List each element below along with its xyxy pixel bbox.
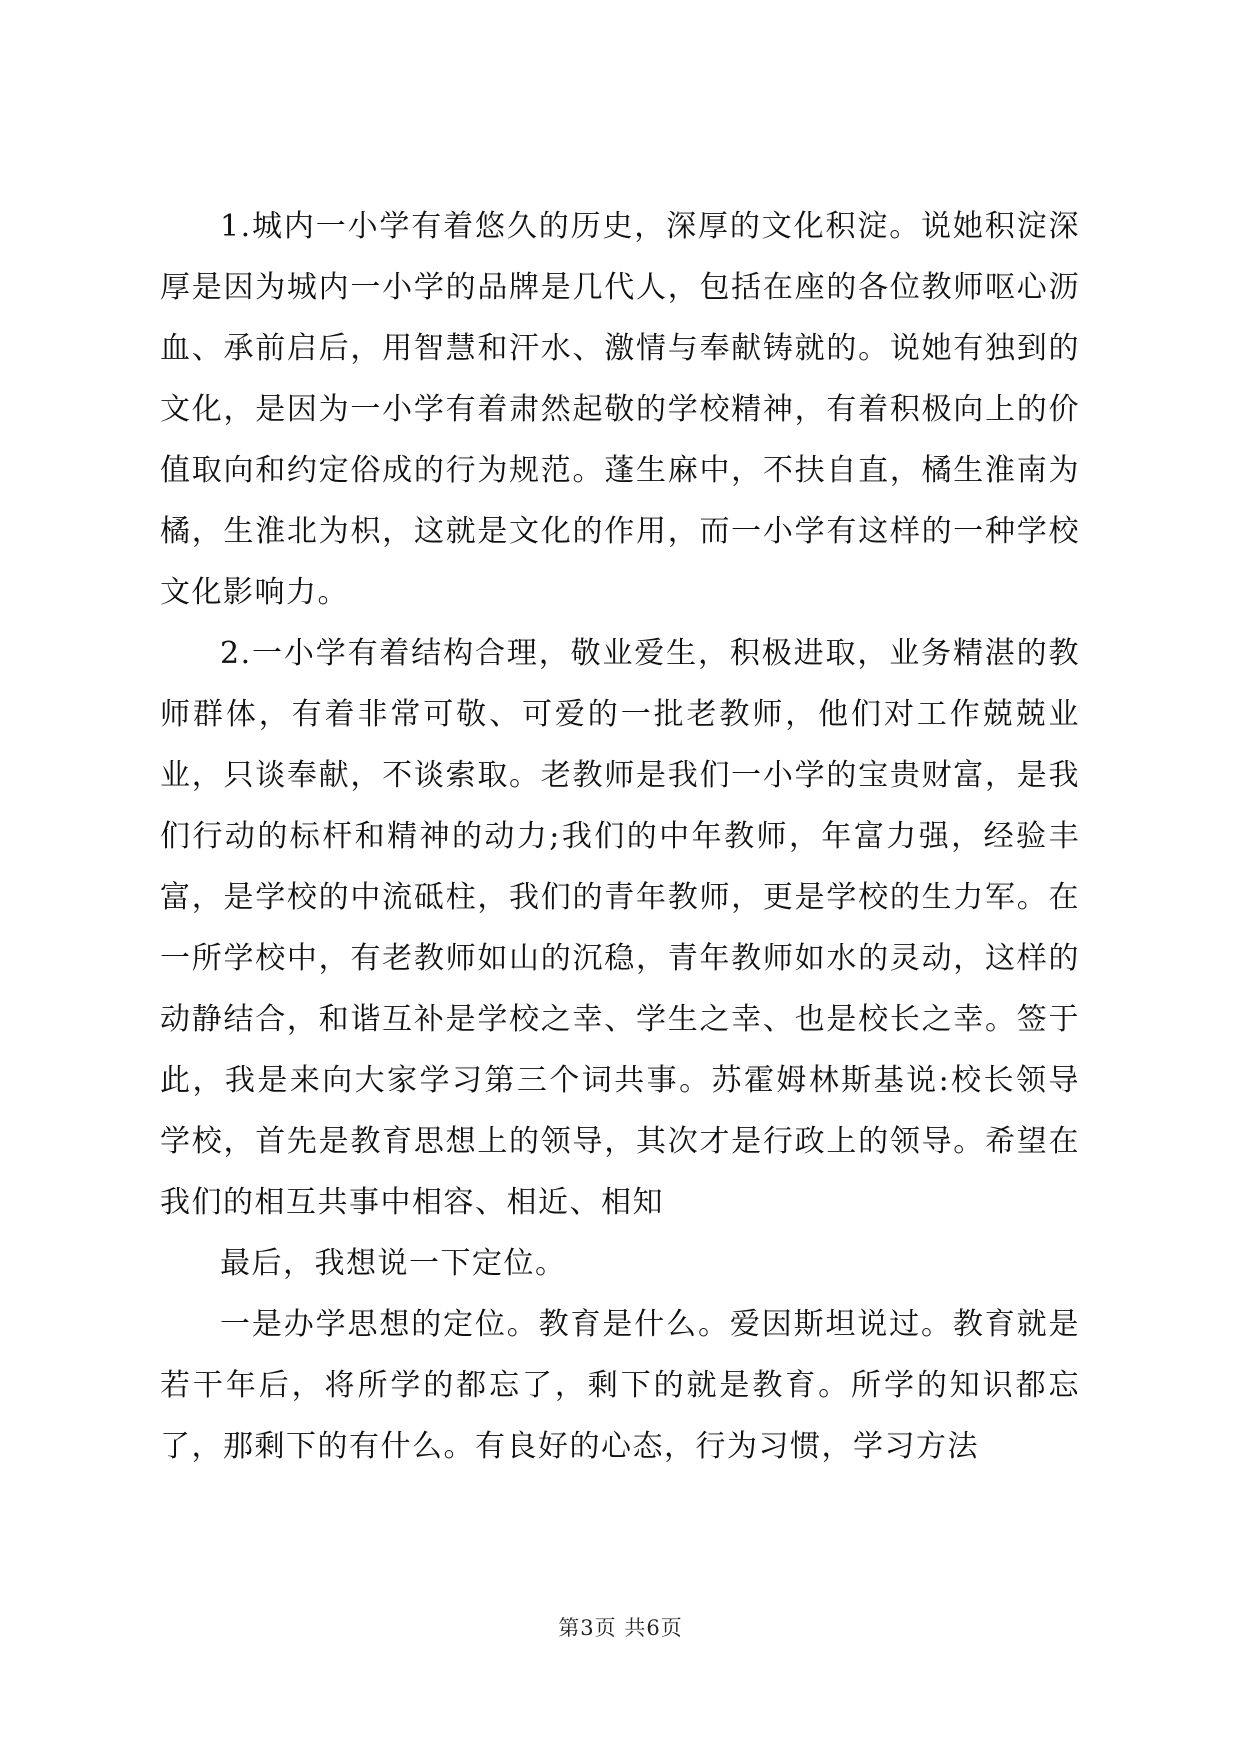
paragraph-positioning-intro: 最后，我想说一下定位。 <box>220 1246 567 1281</box>
paragraph-school-history: 1.城内一小学有着悠久的历史，深厚的文化积淀。说她积淀深厚是因为城内一小学的品牌是几代人，包括在座的各位教师呕心沥血、承前启后，用智慧和汗水、激情与奉献铸就的。说她有独到的文化，是因为一小学有着肃然起敬的学校精神，有着积极向上的价值取向和约定俗成的行为规范。蓬生麻中，不扶自直，橘生淮南为橘，生淮北为枳，这就是文化的作用，而一小学有这样的一种学校文化影响力。 <box>160 209 1080 610</box>
paragraph-educational-philosophy: 一是办学思想的定位。教育是什么。爱因斯坦说过。教育就是若干年后，将所学的都忘了，剩下的就是教育。所学的知识都忘了，那剩下的有什么。有良好的心态，行为习惯，学习方法 <box>160 1307 1080 1464</box>
document-body <box>160 196 1080 1477</box>
page-number-footer: 第3页 共6页 <box>558 1616 683 1640</box>
paragraph-teacher-team: 2.一小学有着结构合理，敬业爱生，积极进取，业务精湛的教师群体，有着非常可敬、可爱的一批老教师，他们对工作兢兢业业，只谈奉献，不谈索取。老教师是我们一小学的宝贵财富，是我们行动的标杆和精神的动力;我们的中年教师，年富力强，经验丰富，是学校的中流砥柱，我们的青年教师，更是学校的生力军。在一所学校中，有老教师如山的沉稳，青年教师如水的灵动，这样的动静结合，和谐互补是学校之幸、学生之幸、也是校长之幸。签于此，我是来向大家学习第三个词共事。苏霍姆林斯基说:校长领导学校，首先是教育思想上的领导，其次才是行政上的领导。希望在我们的相互共事中相容、相近、相知 <box>160 636 1080 1220</box>
